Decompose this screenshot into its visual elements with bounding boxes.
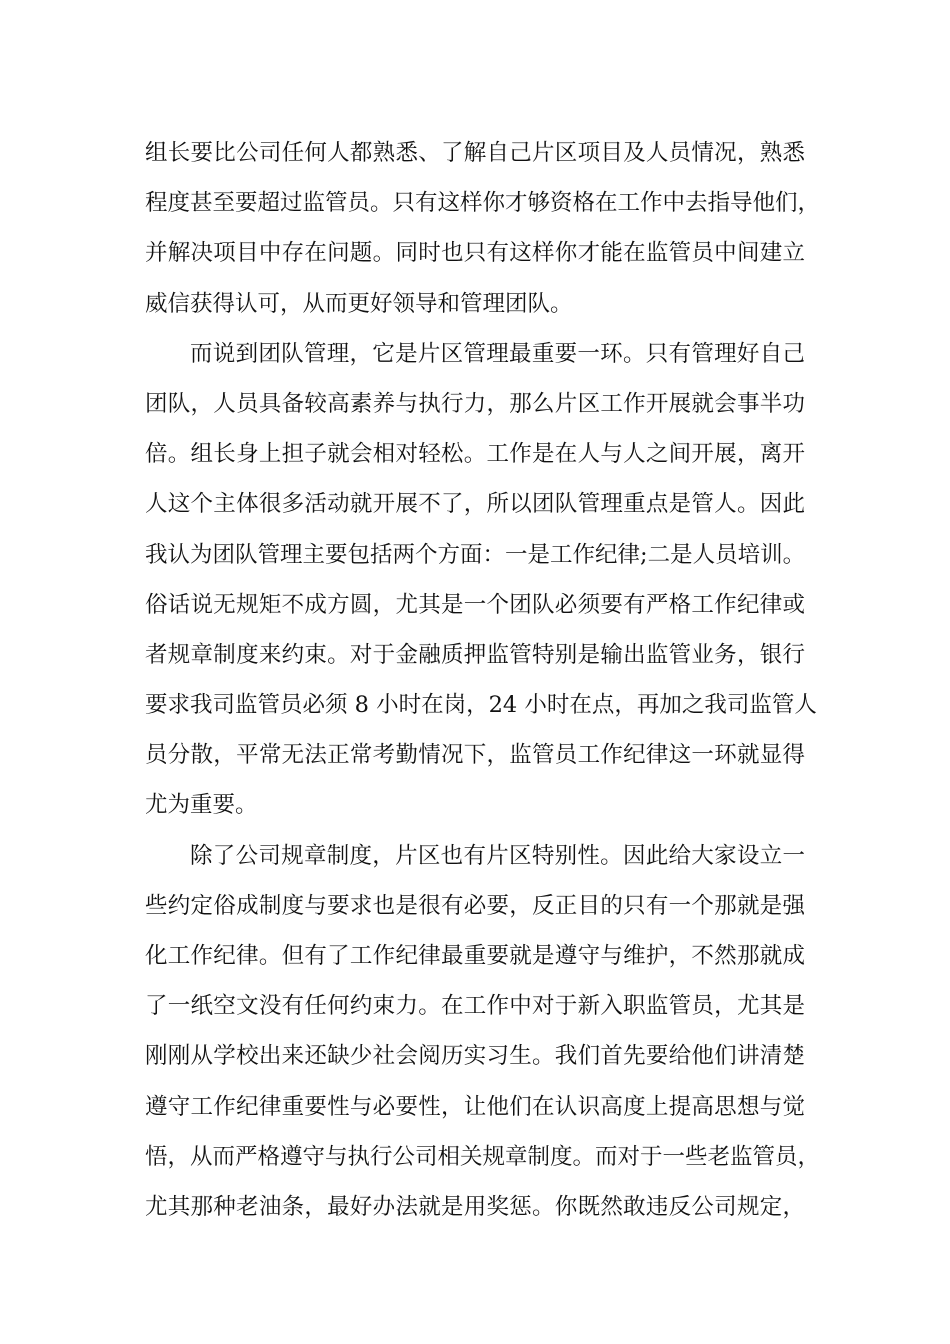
text-line: 些约定俗成制度与要求也是很有必要，反正目的只有一个那就是强: [145, 892, 805, 919]
text-line: 我认为团队管理主要包括两个方面：一是工作纪律;二是人员培训。: [145, 541, 806, 568]
text-line: 尤其那种老油条，最好办法就是用奖惩。你既然敢违反公司规定，: [145, 1193, 805, 1220]
text-line: 组长要比公司任何人都熟悉、了解自己片区项目及人员情况，熟悉: [145, 140, 805, 166]
text-line: 者规章制度来约束。对于金融质押监管特别是输出监管业务，银行: [145, 641, 805, 668]
text-line: 悟，从而严格遵守与执行公司相关规章制度。而对于一些老监管员，: [145, 1143, 821, 1170]
text-line: 化工作纪律。但有了工作纪律最重要就是遵守与维护，不然那就成: [145, 943, 805, 969]
text-line: 要求我司监管员必须 8 小时在岗，24 小时在点，再加之我司监管人: [145, 692, 817, 719]
text-line: 倍。组长身上担子就会相对轻松。工作是在人与人之间开展，离开: [145, 441, 805, 468]
text-line: 员分散，平常无法正常考勤情况下，监管员工作纪律这一环就显得: [145, 742, 805, 769]
document-body: [145, 128, 821, 1232]
text-line: 并解决项目中存在问题。同时也只有这样你才能在监管员中间建立: [145, 240, 805, 267]
text-line: 团队，人员具备较高素养与执行力，那么片区工作开展就会事半功: [145, 390, 805, 417]
text-line: 程度甚至要超过监管员。只有这样你才够资格在工作中去指导他们，: [145, 190, 821, 217]
text-line: 威信获得认可，从而更好领导和管理团队。: [145, 290, 573, 317]
text-line: 除了公司规章制度，片区也有片区特别性。因此给大家设立一: [190, 842, 805, 869]
text-line: 尤为重要。: [145, 792, 258, 819]
text-line: 而说到团队管理，它是片区管理最重要一环。只有管理好自己: [190, 340, 805, 367]
text-line: 人这个主体很多活动就开展不了，所以团队管理重点是管人。因此: [145, 491, 805, 518]
text-line: 刚刚从学校出来还缺少社会阅历实习生。我们首先要给他们讲清楚: [145, 1043, 805, 1070]
text-line: 遵守工作纪律重要性与必要性，让他们在认识高度上提高思想与觉: [145, 1093, 805, 1120]
text-line: 了一纸空文没有任何约束力。在工作中对于新入职监管员，尤其是: [145, 993, 805, 1020]
text-line: 俗话说无规矩不成方圆，尤其是一个团队必须要有严格工作纪律或: [145, 591, 805, 618]
